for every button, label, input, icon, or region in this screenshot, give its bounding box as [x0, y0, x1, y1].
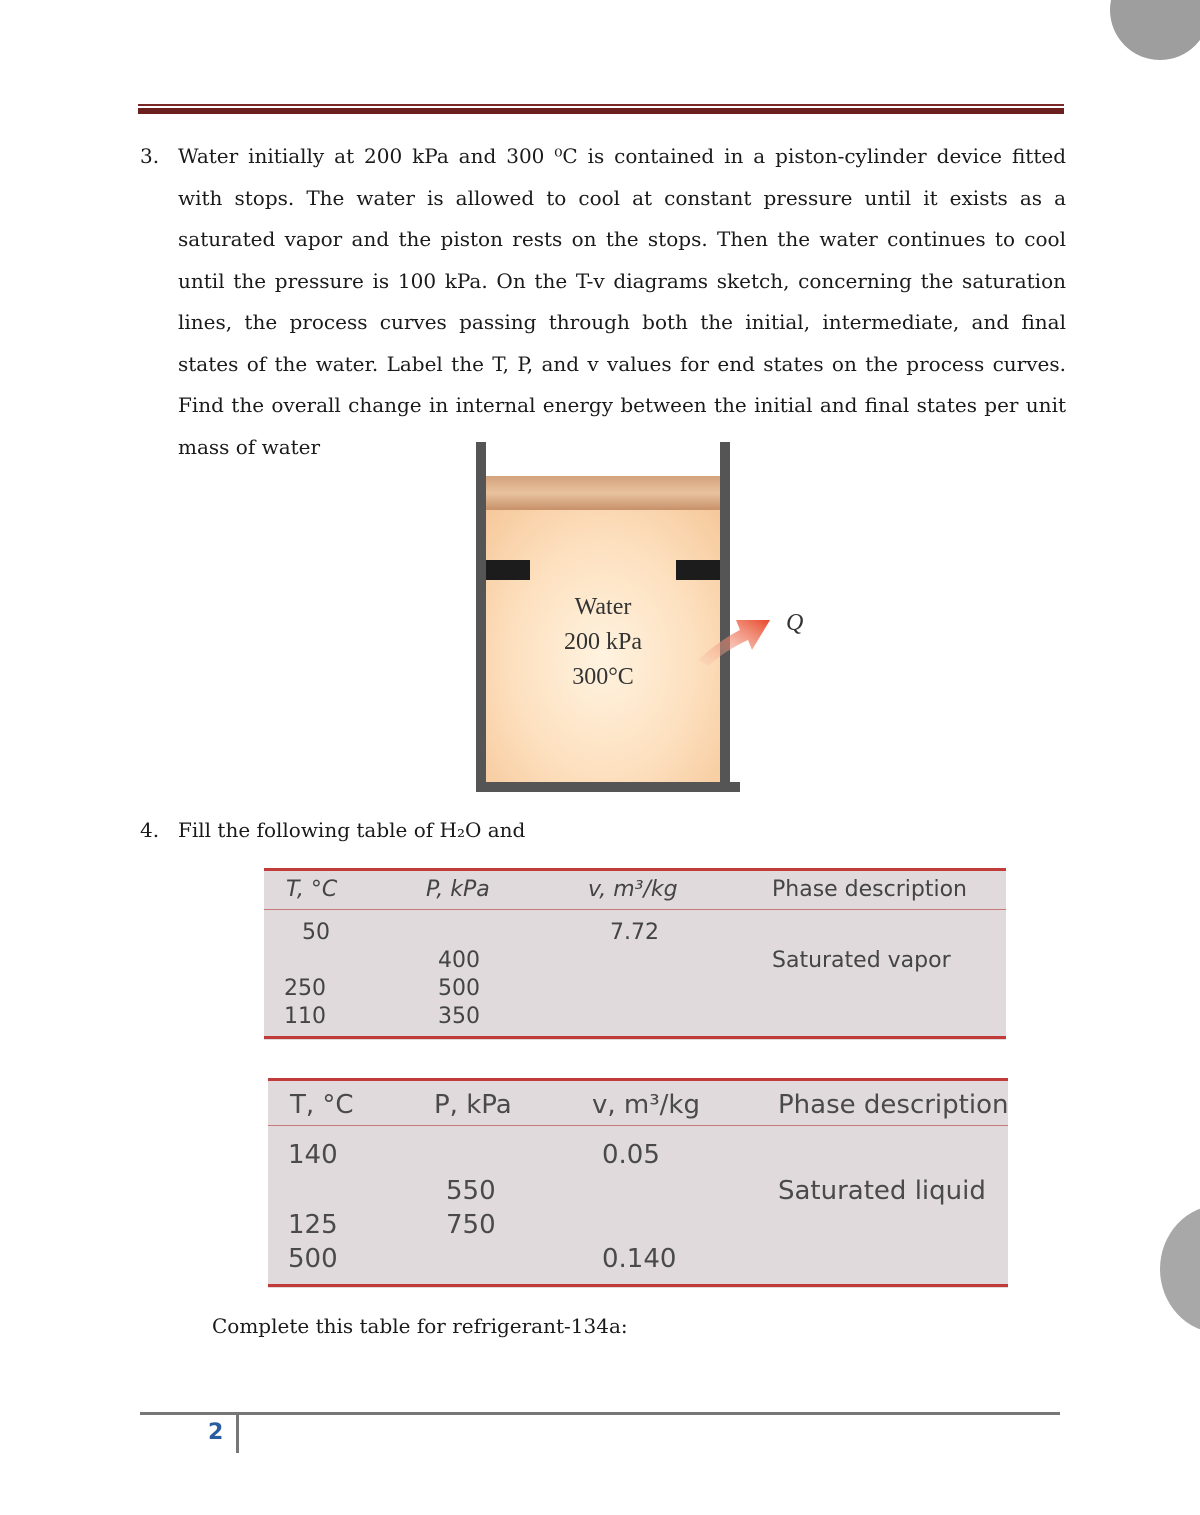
header-pressure: P, kPa — [434, 1090, 512, 1120]
table-cell: 400 — [438, 948, 480, 973]
table-cell: 550 — [446, 1176, 496, 1206]
figure-pressure: 200 kPa — [564, 629, 642, 655]
page-number: 2 — [208, 1420, 224, 1445]
table-cell: 0.05 — [602, 1140, 660, 1170]
cylinder-wall-left — [476, 442, 486, 792]
h2o-table — [264, 868, 1006, 1040]
page-number-divider — [236, 1415, 239, 1453]
page-corner-tab — [1110, 0, 1200, 60]
figure-temperature: 300°C — [572, 664, 634, 690]
table-cell: 500 — [438, 976, 480, 1001]
header-temperature: T, °C — [290, 1090, 354, 1120]
figure-substance: Water — [574, 594, 632, 620]
header-temperature: T, °C — [286, 877, 338, 902]
question-4-text: Fill the following table of H₂O and — [178, 818, 526, 842]
page-side-tab — [1160, 1205, 1200, 1333]
question-3-number: 3. — [140, 144, 160, 168]
table-bottom-rule — [264, 1036, 1006, 1039]
heat-arrow-icon — [690, 600, 780, 670]
header-rule-thick — [138, 108, 1064, 114]
table-cell: 250 — [284, 976, 326, 1001]
table-cell: 0.140 — [602, 1244, 677, 1274]
figure-state-label — [486, 590, 720, 695]
table-cell: 110 — [284, 1004, 326, 1029]
stop-left — [486, 560, 530, 580]
header-pressure: P, kPa — [426, 877, 490, 902]
header-volume: v, m³/kg — [588, 877, 678, 902]
table-cell: Saturated vapor — [772, 948, 951, 973]
header-phase: Phase description — [772, 877, 968, 902]
header-volume: v, m³/kg — [592, 1090, 700, 1120]
table-cell: 50 — [302, 920, 330, 945]
table-cell: 500 — [288, 1244, 338, 1274]
piston — [486, 476, 720, 510]
question-3-text: Water initially at 200 kPa and 300 ⁰C is contained in a piston-cylinder device fitted with stops. The water is allowed to cool at constant pressure until it exists as a saturated vapor and the piston rests on the stops. Then the water continues to cool until the pressure is 100 kPa. On the T-v diagrams sketch, concerning the saturation lines, the process curves passing through both the initial, intermediate, and final states of the water. Label the T, P, and v values for end states on the process curves. Find the overall change in internal energy between the initial and final states per unit mass of water — [178, 144, 1066, 459]
table-cell: 140 — [288, 1140, 338, 1170]
table-cell: 7.72 — [610, 920, 659, 945]
table-cell: Saturated liquid — [778, 1176, 986, 1206]
refrigerant-caption: Complete this table for refrigerant-134a: — [212, 1314, 628, 1338]
table-cell: 750 — [446, 1210, 496, 1240]
cylinder-wall-bottom — [476, 782, 740, 792]
footer-rule — [140, 1412, 1060, 1415]
table-bottom-rule — [268, 1284, 1008, 1287]
header-rule-thin — [138, 104, 1064, 106]
stop-right — [676, 560, 720, 580]
table-cell: 350 — [438, 1004, 480, 1029]
question-4-number: 4. — [140, 818, 160, 842]
heat-label: Q — [786, 610, 804, 636]
header-phase: Phase description — [778, 1090, 1009, 1120]
table-cell: 125 — [288, 1210, 338, 1240]
second-table — [268, 1078, 1008, 1288]
